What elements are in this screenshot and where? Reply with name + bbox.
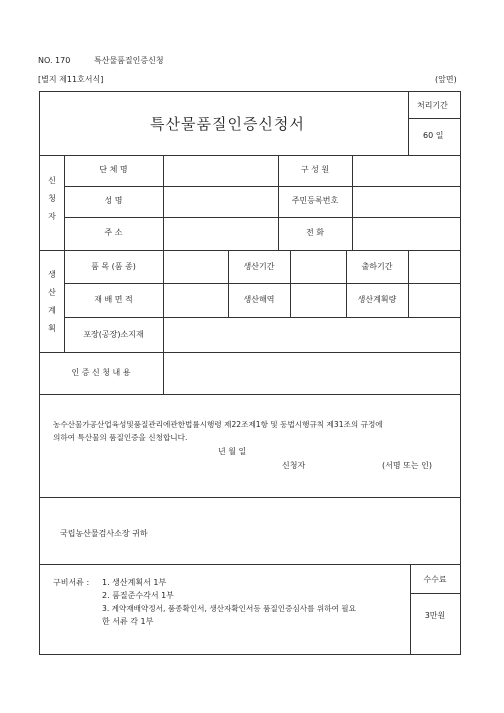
page-side: (앞면) [435,75,457,84]
resident-number-label: 주민등록번호 [291,196,339,205]
production-period-field[interactable] [291,251,345,282]
packing-location-label: 포장(공장)소지재 [83,330,144,339]
fee-label: 수수료 [423,575,447,584]
shipping-period-label: 출하기간 [361,262,393,271]
cert-content-label: 인 증 신 청 내 용 [71,368,131,377]
members-field[interactable] [353,156,459,185]
documents-item-3-cont: 한 서류 각 1부 [102,617,154,626]
doc-number: NO. 170 [38,56,71,65]
documents-item-1: 1. 생산계획서 1부 [102,578,167,587]
org-name-field[interactable] [164,156,277,185]
recipient: 국립농산물검사소장 귀하 [60,529,148,538]
processing-period-value: 60 일 [423,131,444,140]
phone-field[interactable] [353,218,459,249]
documents-item-2: 2. 품질준수각서 1부 [102,591,174,600]
packing-location-field[interactable] [164,318,459,351]
form-reference: [별지 제11호서식] [38,75,104,84]
statement-applicant: 신청자 [282,461,306,470]
production-plan-field[interactable] [409,284,459,316]
phone-label: 전 화 [306,228,324,237]
cert-content-field[interactable] [164,353,459,393]
person-name-field[interactable] [164,187,277,216]
doc-name: 특산물품질인증신청 [94,56,164,65]
resident-number-field[interactable] [353,187,459,216]
documents-item-3: 3. 계약재배약정서, 품종확인서, 생산자확인서등 품질인증심사를 위하여 필요 [102,604,356,613]
documents-label: 구비서류 : [53,578,90,587]
members-label: 구 성 원 [300,165,330,174]
statement-line-2: 의하여 특산물의 품질인증을 신청합니다. [53,433,188,442]
form-title: 특산물품질인증신청서 [150,115,305,133]
address-field[interactable] [164,218,277,249]
processing-period-label: 처리기간 [417,101,448,110]
cultivation-area-label: 재 배 면 적 [94,295,133,304]
statement-date: 년 월 일 [218,447,247,456]
address-label: 주 소 [104,228,123,237]
org-name-label: 단 체 명 [99,165,128,174]
production-period-label: 생산기간 [243,262,275,271]
item-label: 품 목 (품 종) [91,262,136,271]
fee-value: 3만원 [424,611,446,620]
shipping-period-field[interactable] [409,251,459,282]
production-region-label: 생산해역 [243,295,275,304]
production-region-field[interactable] [291,284,345,316]
person-name-label: 성 명 [104,196,123,205]
signature-label: (서명 또는 인) [382,461,432,470]
production-section-label: 생 산 계 획 [48,270,56,333]
item-field[interactable] [164,251,227,282]
statement-line-1: 농수산물가공산업육성및품질관리에관한법률시행령 제22조제1항 및 동법시행규칙 제31조의 규정에 [53,420,383,429]
production-plan-label: 생산계획량 [357,295,397,304]
cultivation-area-field[interactable] [164,284,227,316]
applicant-section-label: 신 청 자 [48,176,56,221]
